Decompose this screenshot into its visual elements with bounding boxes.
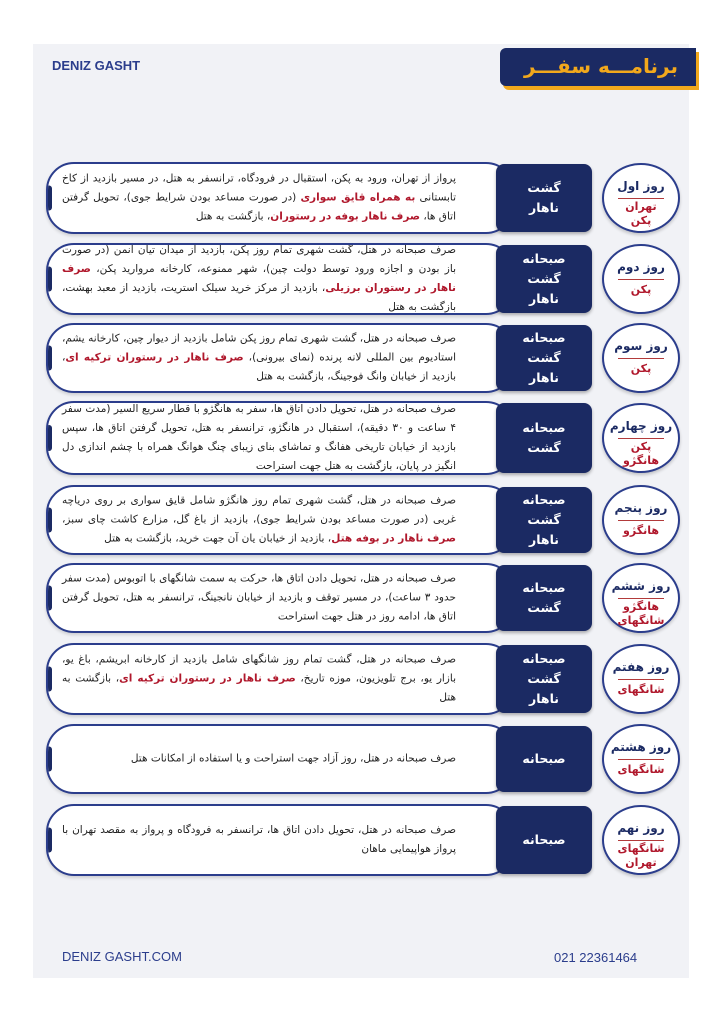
highlight-text: به همراه قایق سواری [300,191,416,204]
description-text: صرف صبحانه در هتل، تحویل دادن اتاق ها، حرکت به سمت شانگهای با اتوبوس (مدت سفر حدود ۳ ساعت)، در مسیر توقف و بازدید از خیابان نانجینگ، ترانسفر به هتل، تحویل گرفتن اتاق ها، ادامه روز در هتل جهت استراحت [62,572,456,623]
day-badge [602,644,680,714]
description-text: صرف صبحانه در هتل، گشت تمام روز شانگهای شامل بازدید از کارخانه ابریشم، باغ یو، بازار یو، برج تلویزیون، موزه تاریخ، [62,653,456,685]
highlight-text: صرف ناهار در بوفه هتل [331,532,456,545]
day-activities: صبحانه [522,832,566,847]
description-text: صرف صبحانه در هتل، تحویل دادن اتاق ها، سفر به هانگژو با قطار سریع السیر (مدت سفر ۴ ساعت و ۳۰ دقیقه)، استقبال در هانگژو، ترانسفر به هتل، تحویل گرفتن اتاق ها، سپس بازدید از خیابان تاریخی هفانگ و تماشای بنای زیبای چنگ هوانگ همراه با چشم اندازی دل انگیز در پایان، بازگشت به هتل جهت استراحت [62,403,456,472]
itinerary-row [0,243,724,315]
description-text: صرف صبحانه در هتل، گشت شهری تمام روز پکن شامل بازدید از دیوار چین، کارخانه یشم، استادیوم بین المللی لانه پرنده (نمای بیرونی)، [62,332,456,364]
day-activities-box [496,726,592,792]
itinerary-row [0,804,724,876]
itinerary-row [0,485,724,555]
itinerary-row [0,643,724,715]
day-label: روز پنجم [614,501,668,515]
divider [618,840,664,841]
description-text: (در صورت مساعد بودن شرایط جوی)، تحویل گرفتن اتاق ها، [62,191,456,223]
day-badge [602,805,680,875]
page-title: برنامـــه سفـــر [524,54,678,78]
day-label: روز نهم [617,821,665,835]
day-description [62,492,456,549]
day-description-box [46,804,514,876]
divider [618,279,664,280]
day-activities: صبحانه گشت ناهار [522,251,566,306]
day-activities: صبحانه [522,751,566,766]
divider [618,358,664,359]
day-badge [602,244,680,314]
divider [618,520,664,521]
accent-bar [46,508,52,533]
accent-bar [46,828,52,853]
highlight-text: صرف ناهار بوفه در رستوران [270,210,420,223]
day-city: تهران پکن [625,200,657,227]
day-badge [602,163,680,233]
day-description [62,243,456,315]
day-description [62,750,456,769]
itinerary-row [0,162,724,234]
day-city: پکن [630,283,652,296]
day-badge [602,563,680,633]
day-description-box [46,485,514,555]
description-text: ، بازدید از مرکز خرید سیلک استریت، بازدید از معبد بهشت، بازگشت به هتل [62,282,456,313]
day-label: روز ششم [611,579,671,593]
accent-bar [46,667,52,692]
divider [618,679,664,680]
day-city: شانگهای [617,683,665,696]
day-activities-box [496,806,592,874]
accent-bar [46,586,52,611]
accent-bar [46,346,52,371]
day-description [62,401,456,475]
day-city: پکن هانگژو [623,440,659,467]
day-description [62,170,456,227]
day-activities-box [496,403,592,473]
description-text: ، بازدید از خیابان یان آن جهت خرید، بازگشت به هتل [104,532,332,545]
itinerary-row [0,563,724,633]
description-text: صرف صبحانه در هتل، روز آزاد جهت استراحت و یا استفاده از امکانات هتل [130,752,456,765]
day-badge [602,724,680,794]
day-description-box [46,401,514,475]
day-city: هانگژو [623,524,659,537]
day-label: روز دوم [617,260,665,274]
title-tab [500,48,696,86]
day-description [62,570,456,627]
day-label: روز اول [617,179,665,193]
day-description-box [46,563,514,633]
day-city: پکن [630,362,652,375]
description-text: پرواز از تهران، ورود به پکن، استقبال در فرودگاه، ترانسفر به هتل، در مسیر بازدید از کاخ تابستانی [62,172,457,204]
description-text: ، بازگشت به هتل [195,210,271,223]
accent-bar [46,425,52,451]
day-label: روز هفتم [612,660,670,674]
accent-bar [46,267,52,292]
divider [618,598,664,599]
divider [618,198,664,199]
highlight-text: صرف ناهار در رستوران ترکیه ای [119,672,296,685]
day-description-box [46,643,514,715]
day-activities: صبحانه گشت ناهار [522,492,566,547]
day-activities-box [496,164,592,232]
highlight-text: صرف ناهار در رستوران ترکیه ای [65,351,244,364]
day-activities-box [496,645,592,713]
divider [618,438,664,439]
day-activities: صبحانه گشت [522,580,566,615]
day-activities: صبحانه گشت ناهار [522,330,566,385]
day-badge [602,323,680,393]
day-badge [602,403,680,473]
brand-name: DENIZ GASHT [52,58,141,73]
day-activities: صبحانه گشت ناهار [522,651,566,706]
footer-phone: 021 22361464 [554,950,638,965]
day-description-box [46,162,514,234]
footer-website[interactable]: DENIZ GASHT.COM [62,949,182,964]
description-text: ، بازدید از خیابان وانگ فوجینگ، بازگشت به هتل [62,351,456,383]
day-label: روز هشتم [610,740,672,754]
accent-bar [46,747,52,772]
day-city: شانگهای تهران [617,842,665,869]
description-text: صرف صبحانه در هتل، تحویل دادن اتاق ها، ترانسفر به فرودگاه و پرواز به مقصد تهران با پرواز هواپیمایی ماهان [62,824,456,855]
highlight-text: صرف ناهار در رستوران برزیلی [62,263,456,294]
day-description [62,821,456,859]
day-activities: گشت ناهار [527,180,561,215]
day-description-box [46,724,514,794]
itinerary-row [0,724,724,794]
day-label: روز سوم [614,339,668,353]
accent-bar [46,186,52,211]
day-city: هانگژو شانگهای [617,600,665,627]
day-activities-box [496,245,592,313]
day-description-box [46,323,514,393]
description-text: صرف صبحانه در هتل، گشت شهری تمام روز پکن، بازدید از میدان تیان آنمن (در صورت باز بودن و اجازه ورود توسط دولت چین)، شهر ممنوعه، کارخانه مروارید پکن، [62,244,456,275]
day-label: روز چهارم [609,419,673,433]
day-description-box [46,243,514,315]
day-activities-box [496,487,592,553]
day-city: شانگهای [617,763,665,776]
day-activities-box [496,325,592,391]
day-description [62,330,456,387]
divider [618,759,664,760]
day-activities-box [496,565,592,631]
itinerary-row [0,323,724,393]
day-description [62,651,456,708]
itinerary-row [0,401,724,475]
day-badge [602,485,680,555]
day-activities: صبحانه گشت [522,420,566,455]
description-text: ، بازگشت به هتل [62,672,456,704]
description-text: صرف صبحانه در هتل، گشت شهری تمام روز هانگژو شامل قایق سواری بر روی دریاچه غربی (در صورت مساعد بودن شرایط جوی)، بازدید از باغ گل، مزارع کاشت چای سبز، [62,494,456,526]
